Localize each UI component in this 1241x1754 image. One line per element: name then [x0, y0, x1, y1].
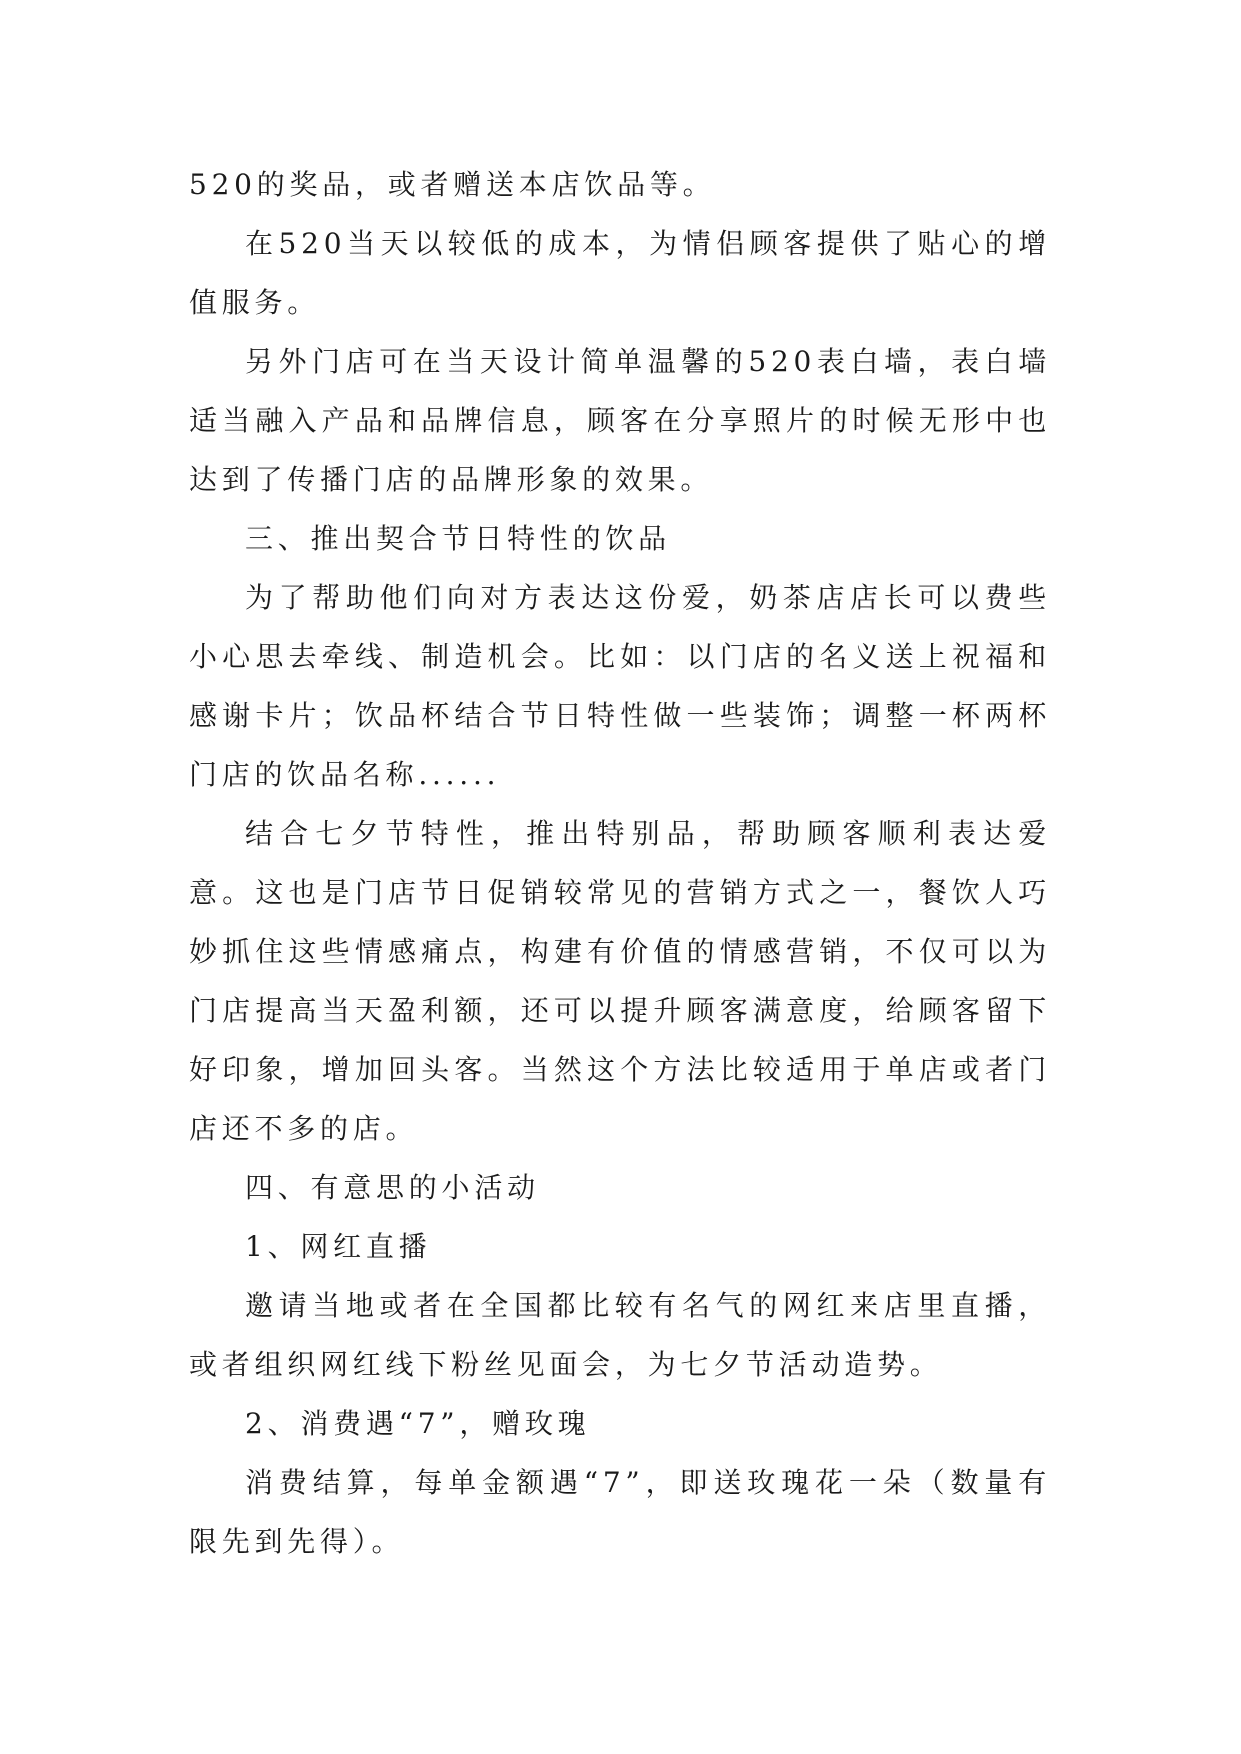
paragraph-3: 另外门店可在当天设计简单温馨的520表白墙，表白墙适当融入产品和品牌信息，顾客在分享照片的时候无形中也达到了传播门店的品牌形象的效果。 — [189, 345, 1051, 496]
paragraph-5: 结合七夕节特性，推出特别品，帮助顾客顺利表达爱意。这也是门店节日促销较常见的营销方式之一，餐饮人巧妙抓住这些情感痛点，构建有价值的情感营销，不仅可以为门店提高当天盈利额，还可以提升顾客满意度，给顾客留下好印象，增加回头客。当然这个方法比较适用于单店或者门店还不多的店。 — [189, 817, 1051, 1145]
paragraph-6: 邀请当地或者在全国都比较有名气的网红来店里直播，或者组织网红线下粉丝见面会，为七夕节活动造势。 — [189, 1289, 1051, 1381]
document-page — [189, 155, 1051, 1571]
section-heading-3: 三、推出契合节日特性的饮品 — [245, 522, 671, 555]
subheading-1: 1、网红直播 — [245, 1230, 432, 1263]
paragraph-2: 在520当天以较低的成本，为情侣顾客提供了贴心的增值服务。 — [189, 227, 1051, 319]
subheading-2: 2、消费遇“7”，赠玫瑰 — [245, 1407, 591, 1440]
paragraph-4: 为了帮助他们向对方表达这份爱，奶茶店店长可以费些小心思去牵线、制造机会。比如：以门店的名义送上祝福和感谢卡片；饮品杯结合节日特性做一些装饰；调整一杯两杯门店的饮品名称...... — [189, 581, 1051, 791]
section-heading-4: 四、有意思的小活动 — [245, 1171, 540, 1204]
paragraph-1: 520的奖品，或者赠送本店饮品等。 — [189, 168, 716, 201]
paragraph-7: 消费结算，每单金额遇“7”，即送玫瑰花一朵（数量有限先到先得）。 — [189, 1466, 1051, 1558]
